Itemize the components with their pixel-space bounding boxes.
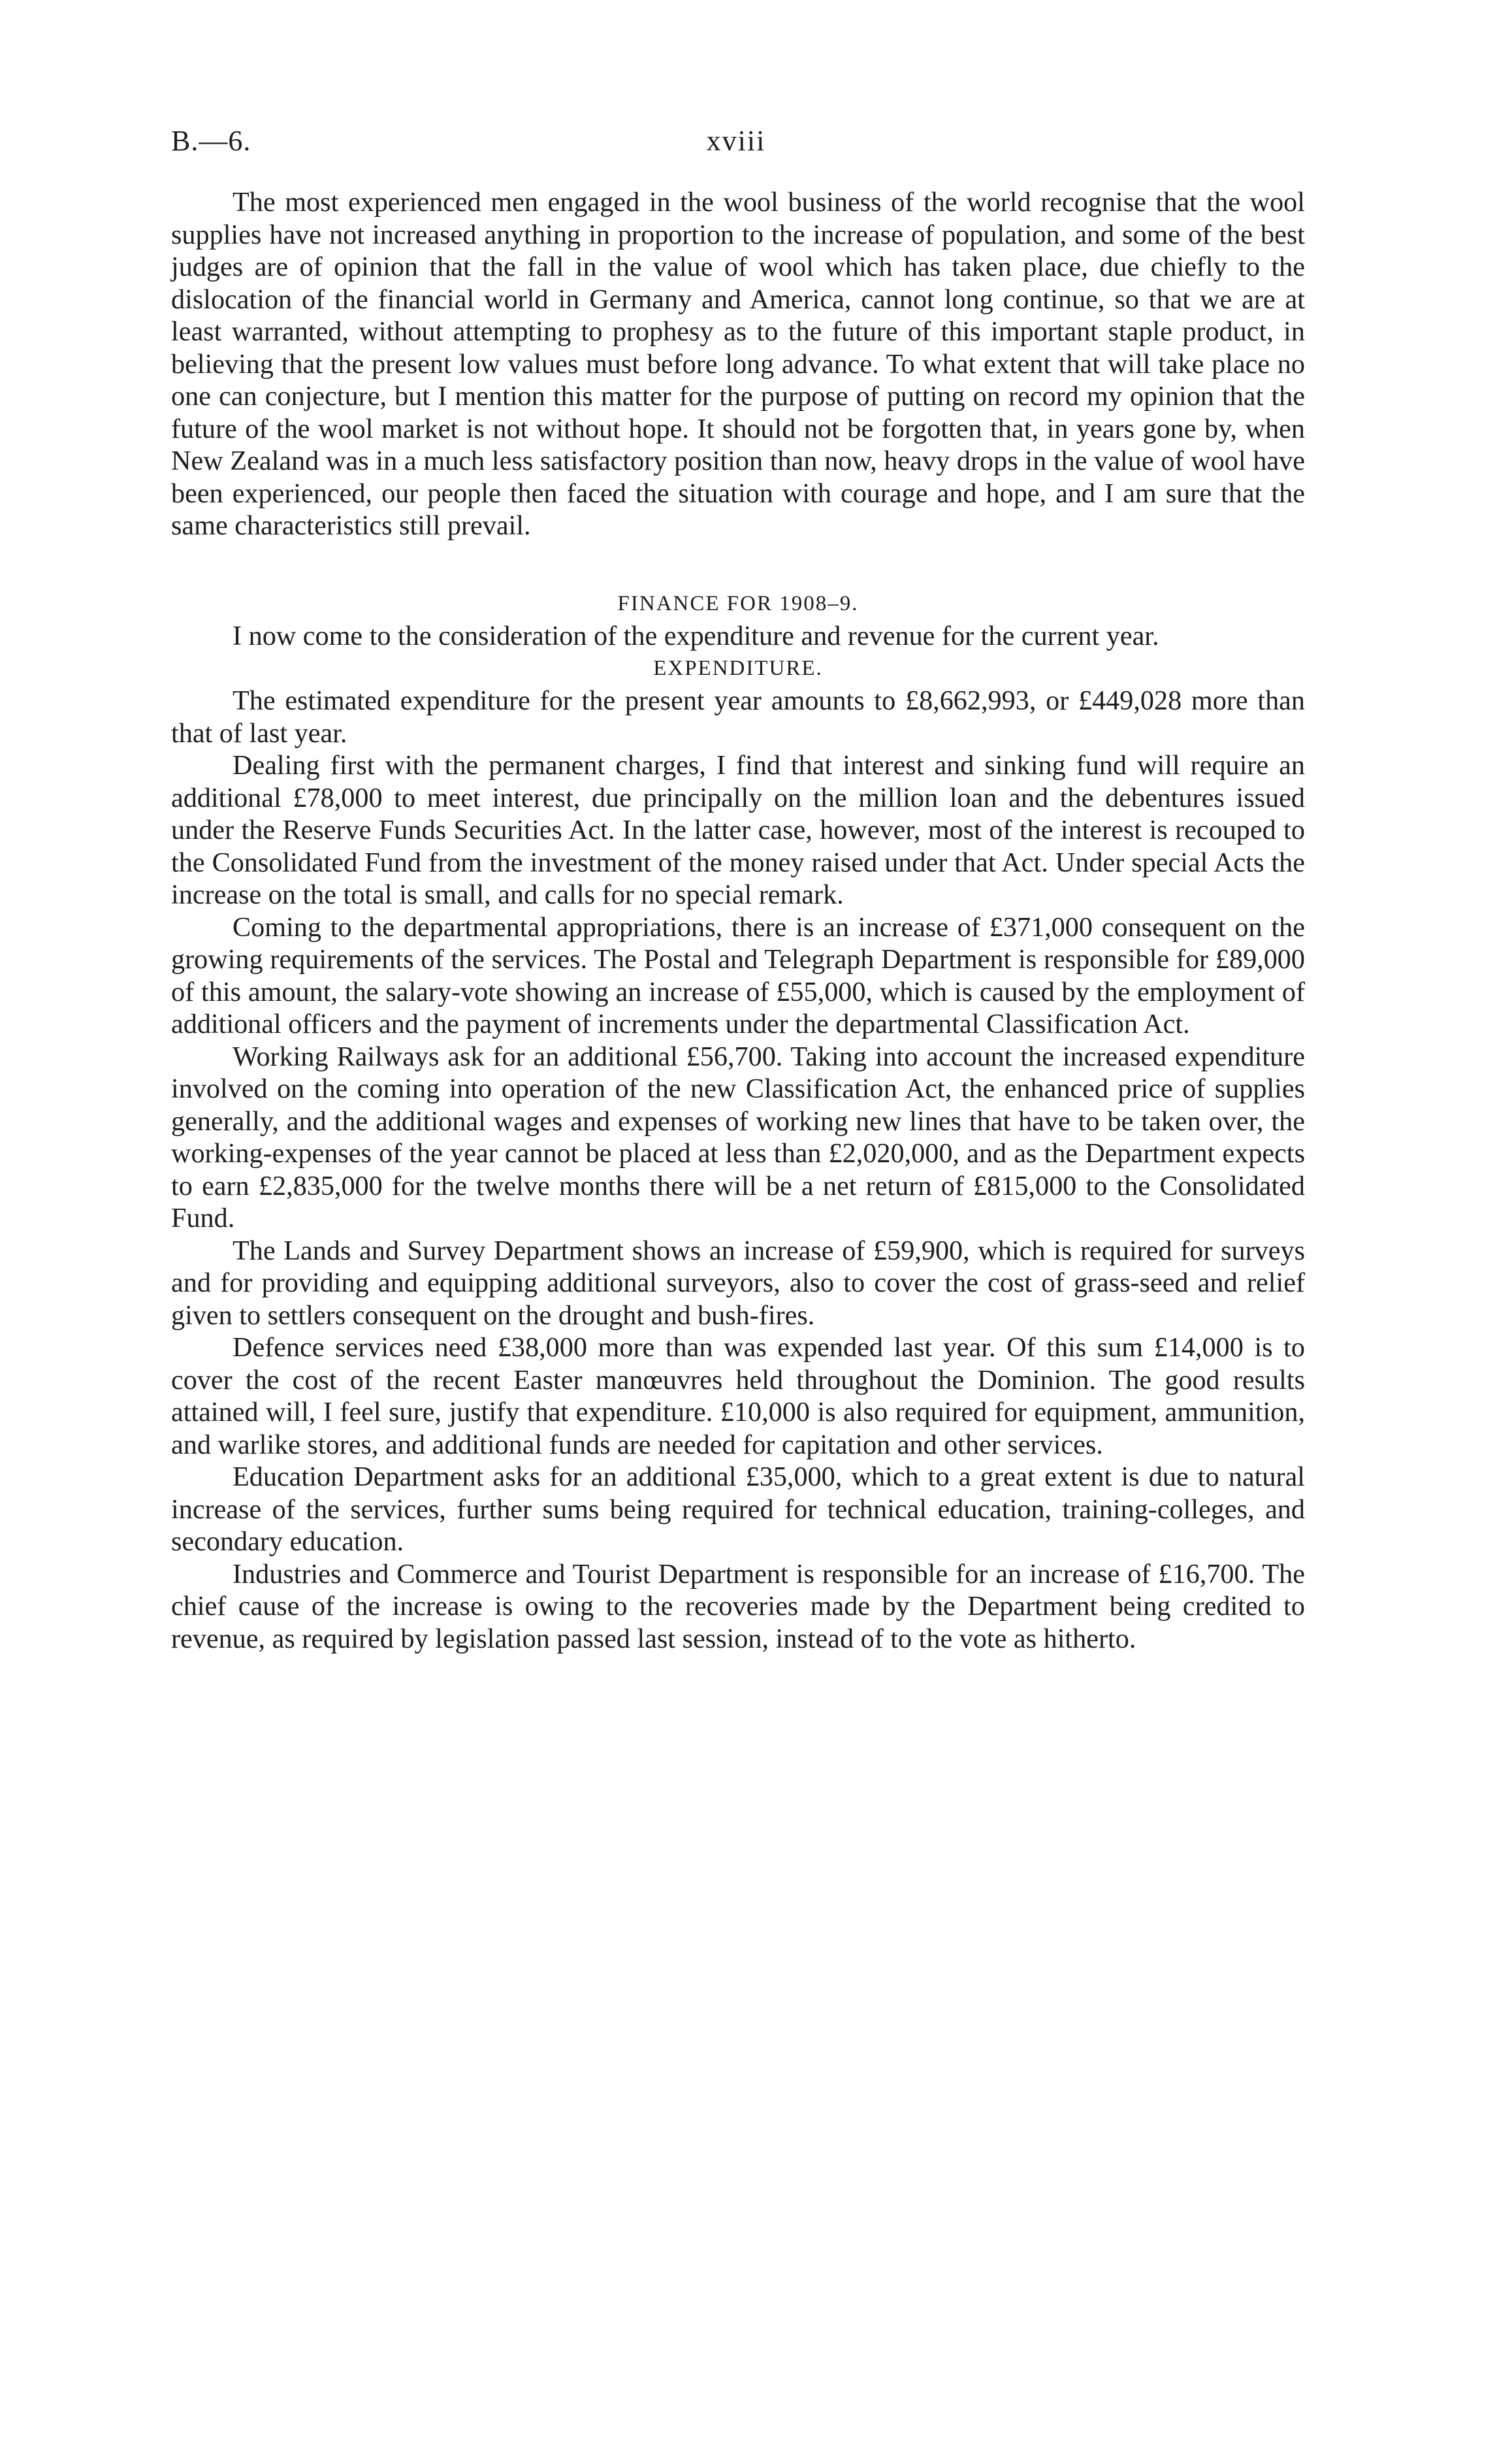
expenditure-paragraph: Coming to the departmental appropriations, there is an increase of £371,000 consequent on the growing requirements of the services. The Postal and Telegraph Department is responsible for £89,000 of this amount, the salary-vote showing an increase of £55,000, which is caused by the employment of additional officers and the payment of increments under the departmental Classification Act.: [171, 911, 1305, 1039]
wool-paragraph: The most experienced men engaged in the wool business of the world recognise that the wool supplies have not increased anything in proportion to the increase of population, and some of the best judges are of opinion that the fall in the value of wool which has taken place, due chiefly to the dislocation of the financial world in Germany and America, cannot long continue, so that we are at least warranted, without attempting to prophesy as to the future of this important staple product, in believing that the present low values must before long advance. To what extent that will take place no one can conjecture, but I mention this matter for the purpose of putting on record my opinion that the future of the wool market is not without hope. It should not be forgotten that, in years gone by, when New Zealand was in a much less satisfactory position than now, heavy drops in the value of wool have been experienced, our people then faced the situation with courage and hope, and I am sure that the same characteristics still prevail.: [171, 187, 1305, 541]
page-header: [171, 124, 1301, 163]
expenditure-heading: EXPENDITURE.: [653, 656, 823, 680]
finance-heading: FINANCE FOR 1908–9.: [617, 591, 859, 615]
expenditure-paragraph: Defence services need £38,000 more than was expended last year. Of this sum £14,000 is to cover the cost of the recent Easter manœuvres held throughout the Dominion. The good results attained will, I feel sure, justify that expenditure. £10,000 is also required for equipment, ammunition, and warlike stores, and additional funds are needed for capitation and other services.: [171, 1332, 1305, 1460]
expenditure-paragraph: The Lands and Survey Department shows an increase of £59,900, which is required for surveys and for providing and equipping additional surveyors, also to cover the cost of grass-seed and relief given to settlers consequent on the drought and bush-fires.: [171, 1235, 1305, 1331]
expenditure-paragraph: Working Railways ask for an additional £56,700. Taking into account the increased expenditure involved on the coming into operation of the new Classification Act, the enhanced price of supplies generally, and the additional wages and expenses of working new lines that have to be taken over, the working-expenses of the year cannot be placed at less than £2,020,000, and as the Department expects to earn £2,835,000 for the twelve months there will be a net return of £815,000 to the Consolidated Fund.: [171, 1041, 1305, 1233]
finance-intro-paragraph: I now come to the consideration of the expenditure and revenue for the current year.: [233, 621, 1159, 651]
parliamentary-paper-reference: B.—6.: [171, 125, 251, 157]
expenditure-paragraph: Industries and Commerce and Tourist Department is responsible for an increase of £16,700. The chief cause of the increase is owing to the recoveries made by the Department being credited to revenue, as required by legislation passed last session, instead of to the vote as hitherto.: [171, 1558, 1305, 1654]
page-number: xviii: [706, 125, 766, 157]
expenditure-paragraph: The estimated expenditure for the present year amounts to £8,662,993, or £449,028 more than that of last year.: [171, 685, 1305, 749]
expenditure-paragraph: Education Department asks for an additional £35,000, which to a great extent is due to natural increase of the services, further sums being required for technical education, training-colleges, and secondary education.: [171, 1461, 1305, 1557]
expenditure-paragraph: Dealing first with the permanent charges, I find that interest and sinking fund will require an additional £78,000 to meet interest, due principally on the million loan and the debentures issued under the Reserve Funds Securities Act. In the latter case, however, most of the interest is recouped to the Consolidated Fund from the investment of the money raised under that Act. Under special Acts the increase on the total is small, and calls for no special remark.: [171, 750, 1305, 910]
body-text: [171, 186, 1305, 1655]
